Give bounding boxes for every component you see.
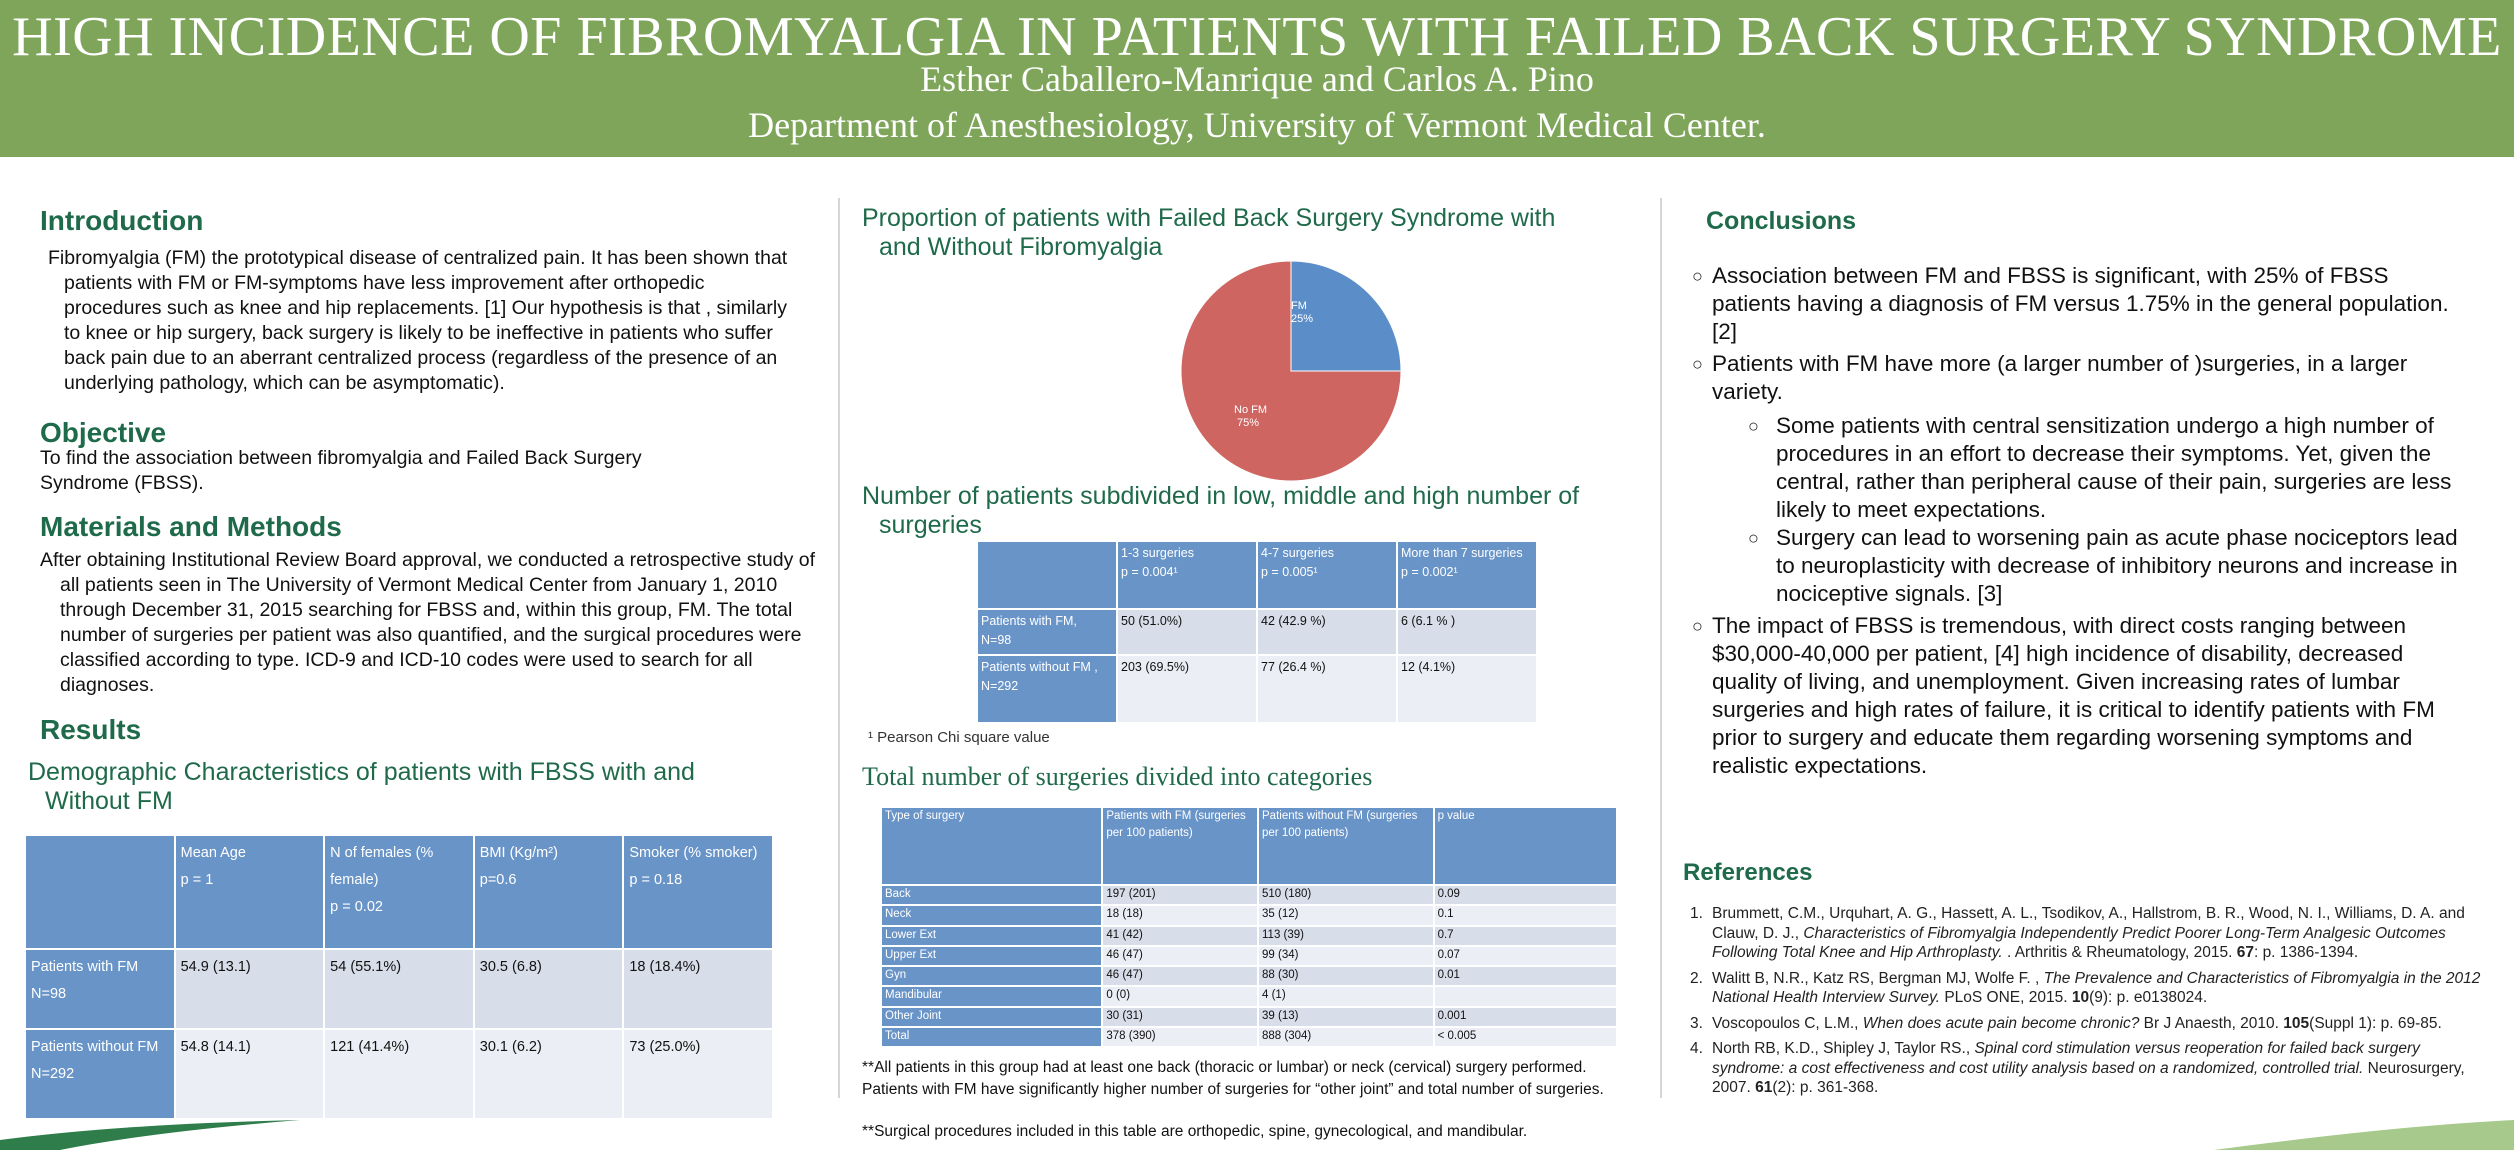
bullet-icon: ○: [1692, 616, 1703, 636]
cat-row-label: Upper Ext: [881, 946, 1102, 966]
table-cell: 888 (304): [1258, 1027, 1434, 1047]
table-cell: 0.07: [1434, 946, 1617, 966]
table-cell: 0 (0): [1102, 986, 1258, 1006]
table-cell: 73 (25.0%): [623, 1029, 773, 1119]
table-cell: 203 (69.5%): [1117, 655, 1257, 723]
surg-header-high: More than 7 surgeries p = 0.002¹: [1397, 541, 1537, 609]
cat-row-label: Lower Ext: [881, 926, 1102, 946]
cat-row-label: Gyn: [881, 966, 1102, 986]
table-row: [881, 1007, 1617, 1027]
reference-item: 2. Walitt B, N.R., Katz RS, Bergman MJ, Wolfe F. , The Prevalence and Characteristics of Fibromyalgia in the 2012 National Health Interview Survey. PLoS ONE, 2015. 10(9): p. e0138024.: [1690, 969, 2481, 1006]
table-cell: 6 (6.1 % ): [1397, 609, 1537, 655]
table-cell: [1434, 986, 1617, 1006]
reference-item: 3. Voscopoulos C, L.M., When does acute pain become chronic? Br J Anaesth, 2010. 105(Suppl 1): p. 69-85.: [1690, 1014, 2442, 1032]
table-cell: 510 (180): [1258, 885, 1434, 905]
table-cell: 121 (41.4%): [324, 1029, 474, 1119]
references-heading: References: [1683, 859, 1813, 886]
results-heading: Results: [40, 714, 142, 745]
surgery-count-footnote: ¹ Pearson Chi square value: [868, 729, 1050, 746]
table-cell: 0.09: [1434, 885, 1617, 905]
conclusion-subitem: Surgery can lead to worsening pain as acute phase nociceptors lead to neuroplasticity with decrease of inhibitory neurons and increase in nociceptive signals. [3]: [1776, 525, 2458, 606]
bullet-icon: ○: [1692, 354, 1703, 374]
cat-header-no-fm: Patients without FM (surgeries per 100 patients): [1258, 807, 1434, 885]
table-row: [881, 1027, 1617, 1047]
demo-header-age: Mean Age p = 1: [175, 835, 325, 949]
table-row: [881, 946, 1617, 966]
categories-note-1: **All patients in this group had at least one back (thoracic or lumbar) or neck (cervical) surgery performed. Patients with FM have significantly higher number of surgeries for “other joint” and total number of surgeries.: [862, 1059, 1604, 1098]
demo-row-label: Patients without FM N=292: [25, 1029, 175, 1119]
table-row: [25, 949, 773, 1029]
surgery-count-title: Number of patients subdivided in low, middle and high number of surgeries: [862, 482, 1580, 539]
table-cell: 88 (30): [1258, 966, 1434, 986]
categories-table: [880, 806, 1618, 1048]
table-cell: 54 (55.1%): [324, 949, 474, 1029]
pie-chart: [1178, 258, 1404, 484]
table-cell: 50 (51.0%): [1117, 609, 1257, 655]
objective-heading: Objective: [40, 417, 167, 448]
cat-row-label: Mandibular: [881, 986, 1102, 1006]
surg-row-label: Patients with FM, N=98: [977, 609, 1117, 655]
table-row: [977, 655, 1537, 723]
cat-row-label: Back: [881, 885, 1102, 905]
table-cell: 12 (4.1%): [1397, 655, 1537, 723]
poster-department: Department of Anesthesiology, University of Vermont Medical Center.: [748, 105, 1766, 145]
corner-swoosh-left: [0, 1118, 300, 1150]
cat-row-label: Neck: [881, 905, 1102, 925]
table-cell: 113 (39): [1258, 926, 1434, 946]
poster-title: HIGH INCIDENCE OF FIBROMYALGIA IN PATIENTS WITH FAILED BACK SURGERY SYNDROME: [12, 6, 2502, 68]
cat-header-pvalue: p value: [1434, 807, 1617, 885]
surg-row-label: Patients without FM , N=292: [977, 655, 1117, 723]
demo-corner-cell: [25, 835, 175, 949]
table-cell: 42 (42.9 %): [1257, 609, 1397, 655]
bullet-icon: ○: [1748, 416, 1759, 436]
pie-label-no-fm: No FM: [1234, 404, 1267, 416]
bullet-icon: ○: [1748, 528, 1759, 548]
table-row: [881, 966, 1617, 986]
surg-corner-cell: [977, 541, 1117, 609]
conclusions-heading: Conclusions: [1706, 207, 1857, 235]
categories-title: Total number of surgeries divided into categories: [862, 762, 1373, 791]
table-cell: 46 (47): [1102, 966, 1258, 986]
methods-heading: Materials and Methods: [40, 511, 342, 542]
table-row: [881, 926, 1617, 946]
column-divider-1: [838, 198, 840, 1098]
conclusion-subitem: Some patients with central sensitization undergo a high number of procedures in an effort to decrease their symptoms. Yet, given the central, rather than peripheral cause of their pain, surgeries are less likely to meet expectations.: [1776, 413, 2452, 522]
table-cell: 54.8 (14.1): [175, 1029, 325, 1119]
table-cell: 39 (13): [1258, 1007, 1434, 1027]
cat-row-label: Total: [881, 1027, 1102, 1047]
pie-pct-no-fm: 75%: [1237, 417, 1260, 429]
column-divider-2: [1660, 198, 1662, 1098]
table-cell: 30.1 (6.2): [474, 1029, 624, 1119]
demo-row-label: Patients with FM N=98: [25, 949, 175, 1029]
surgery-count-table: [976, 540, 1538, 724]
conclusion-item: Patients with FM have more (a larger number of )surgeries, in a larger variety.: [1712, 351, 2408, 404]
demo-header-smoker: Smoker (% smoker) p = 0.18: [623, 835, 773, 949]
table-cell: 30.5 (6.8): [474, 949, 624, 1029]
table-cell: 4 (1): [1258, 986, 1434, 1006]
surg-header-mid: 4-7 surgeries p = 0.005¹: [1257, 541, 1397, 609]
pie-title: Proportion of patients with Failed Back Surgery Syndrome with and Without Fibromyalgia: [862, 204, 1556, 261]
table-cell: 35 (12): [1258, 905, 1434, 925]
surg-header-low: 1-3 surgeries p = 0.004¹: [1117, 541, 1257, 609]
introduction-text: Fibromyalgia (FM) the prototypical disease of centralized pain. It has been shown that patients with FM or FM-symptoms have less improvement after orthopedic procedures such as knee and hip replacements. [1] Our hypothesis is that , similarly to knee or hip surgery, back surgery is likely to be ineffective in patients who suffer back pain due to an aberrant centralized process (regardless of the presence of an underlying pathology, which can be asymptomatic).: [48, 247, 788, 394]
table-row: [881, 905, 1617, 925]
table-cell: 378 (390): [1102, 1027, 1258, 1047]
cat-row-label: Other Joint: [881, 1007, 1102, 1027]
table-row: [25, 1029, 773, 1119]
pie-label-fm: FM: [1291, 300, 1307, 312]
demographics-title: Demographic Characteristics of patients with FBSS with and Without FM: [28, 758, 695, 815]
table-cell: 0.01: [1434, 966, 1617, 986]
table-cell: 0.001: [1434, 1007, 1617, 1027]
methods-text: After obtaining Institutional Review Board approval, we conducted a retrospective study of all patients seen in The University of Vermont Medical Center from January 1, 2010 through December 31, 2015 searching for FBSS and, within this group, FM. The total number of surgeries per patient was also quantified, and the surgical procedures were classified according to type. ICD-9 and ICD-10 codes were used to search for all diagnoses.: [40, 549, 816, 696]
table-cell: 77 (26.4 %): [1257, 655, 1397, 723]
demographics-table: [24, 834, 774, 1120]
table-row: [881, 986, 1617, 1006]
table-cell: 0.7: [1434, 926, 1617, 946]
demo-header-females: N of females (% female) p = 0.02: [324, 835, 474, 949]
corner-swoosh-right: [2214, 1118, 2514, 1150]
poster-authors: Esther Caballero-Manrique and Carlos A. Pino: [920, 59, 1594, 99]
reference-item: 4. North RB, K.D., Shipley J, Taylor RS., Spinal cord stimulation versus reoperation for failed back surgery syndrome: a cost effectiveness and cost utility analysis based on a randomized, controlled trial. Neurosurgery, 2007. 61(2): p. 361-368.: [1690, 1040, 2465, 1096]
objective-text: To find the association between fibromyalgia and Failed Back Surgery Syndrome (FBSS).: [40, 447, 642, 494]
table-row: [977, 609, 1537, 655]
categories-note-2: **Surgical procedures included in this table are orthopedic, spine, gynecological, and mandibular.: [862, 1123, 1528, 1140]
table-cell: < 0.005: [1434, 1027, 1617, 1047]
reference-item: 1. Brummett, C.M., Urquhart, A. G., Hassett, A. L., Tsodikov, A., Hallstrom, B. R., Wood, N. I., Williams, D. A. and Clauw, D. J., Characteristics of Fibromyalgia Independently Predict Poorer Long-Term Analgesic Outcomes Following Total Knee and Hip Arthroplasty. . Arthritis & Rheumatology, 2015. 67: p. 1386-1394.: [1690, 905, 2465, 961]
table-cell: 99 (34): [1258, 946, 1434, 966]
cat-header-fm: Patients with FM (surgeries per 100 patients): [1102, 807, 1258, 885]
table-cell: 18 (18): [1102, 905, 1258, 925]
table-cell: 0.1: [1434, 905, 1617, 925]
conclusion-item: The impact of FBSS is tremendous, with direct costs ranging between $30,000-40,000 per patient, [4] high incidence of disability, decreased quality of living, and unemployment. Given increasing rates of lumbar surgeries and high rates of failure, it is critical to identify patients with FM prior to surgery and educate them regarding worsening symptoms and realistic expectations.: [1712, 613, 2435, 778]
table-cell: 197 (201): [1102, 885, 1258, 905]
cat-header-type: Type of surgery: [881, 807, 1102, 885]
poster-header: [0, 0, 2514, 157]
table-cell: 30 (31): [1102, 1007, 1258, 1027]
demo-header-bmi: BMI (Kg/m²) p=0.6: [474, 835, 624, 949]
table-cell: 46 (47): [1102, 946, 1258, 966]
bullet-icon: ○: [1692, 266, 1703, 286]
table-cell: 41 (42): [1102, 926, 1258, 946]
references-list: [1690, 904, 2490, 1104]
introduction-heading: Introduction: [40, 205, 204, 236]
table-cell: 18 (18.4%): [623, 949, 773, 1029]
conclusion-item: Association between FM and FBSS is significant, with 25% of FBSS patients having a diagnosis of FM versus 1.75% in the general population. [2]: [1712, 263, 2449, 344]
table-row: [881, 885, 1617, 905]
pie-pct-fm: 25%: [1291, 313, 1314, 325]
table-cell: 54.9 (13.1): [175, 949, 325, 1029]
